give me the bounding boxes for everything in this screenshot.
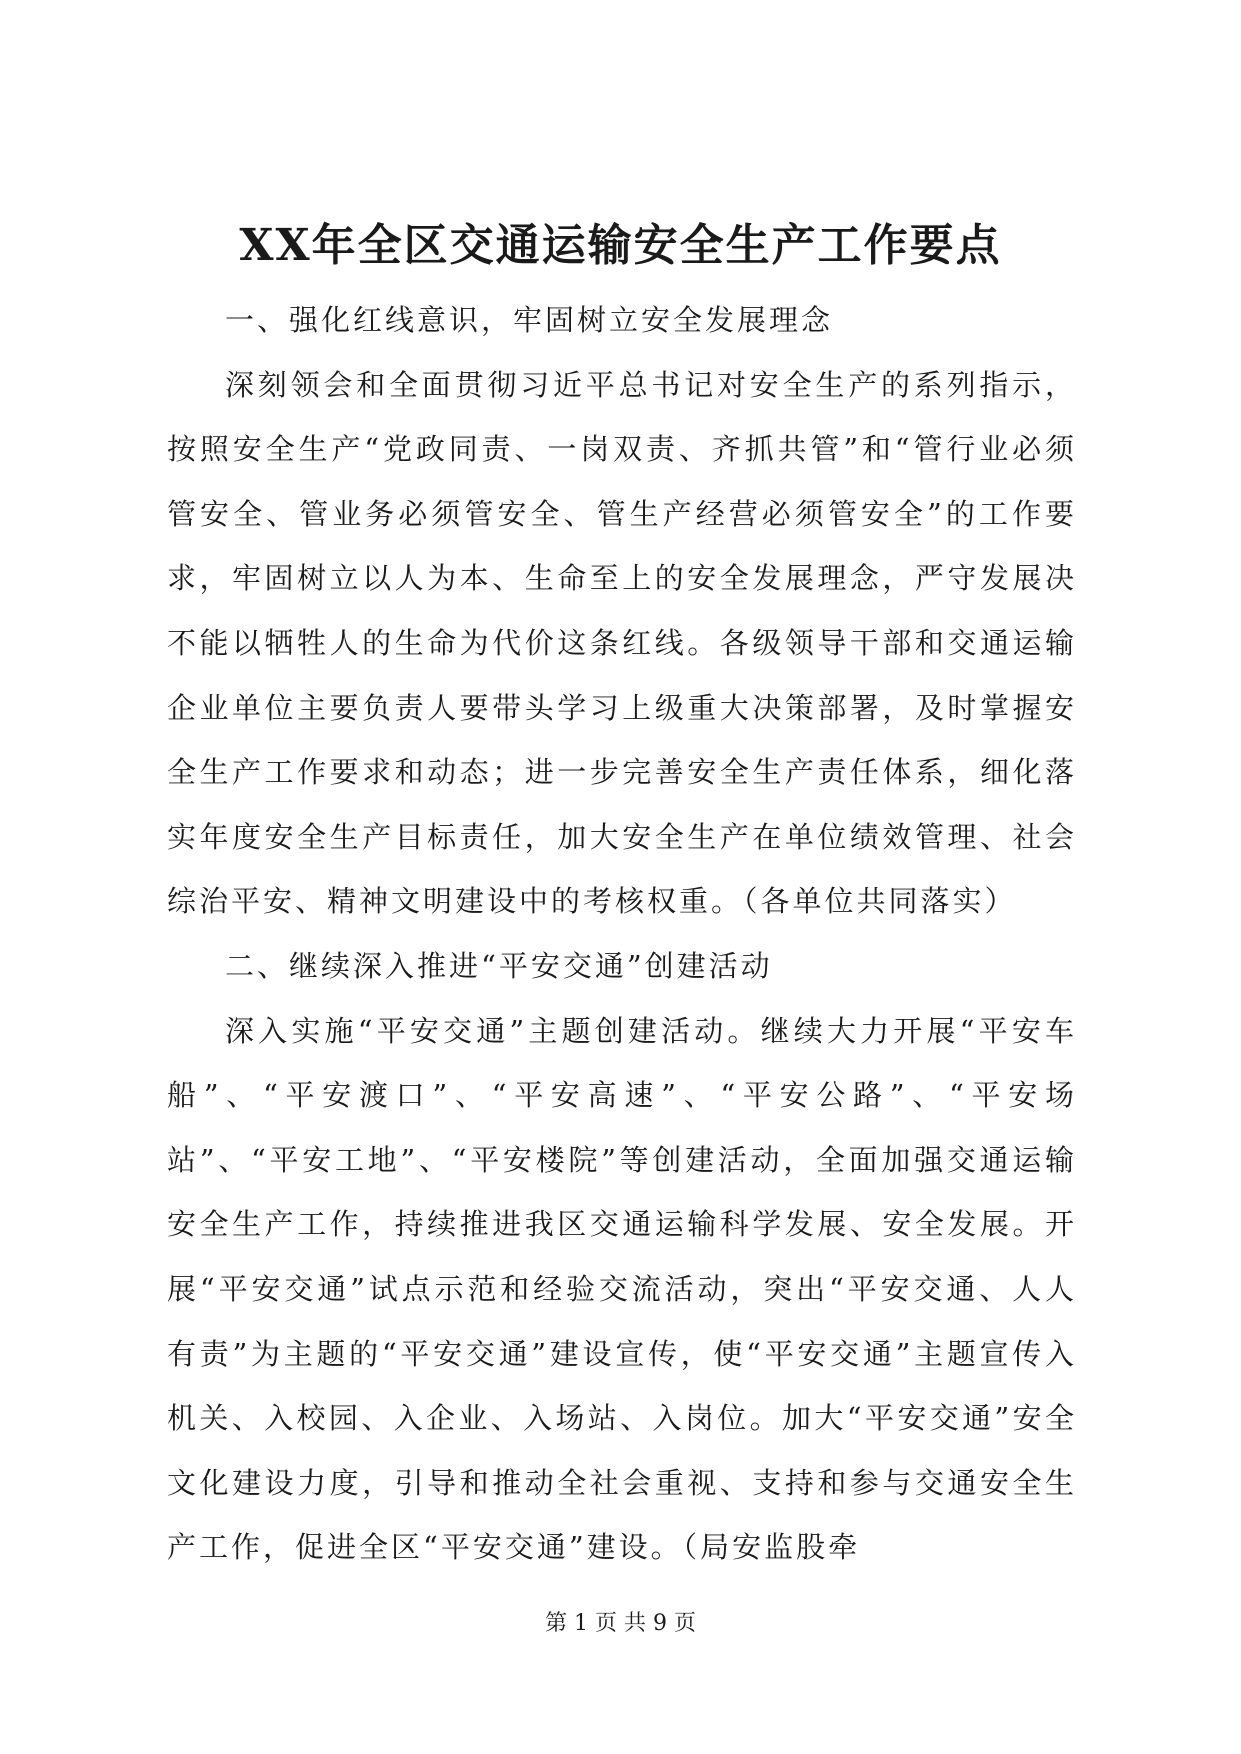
document-title: XX年全区交通运输安全生产工作要点 <box>239 220 1002 271</box>
document-body <box>167 288 1077 1580</box>
body-paragraph-2: 深入实施“平安交通”主题创建活动。继续大力开展“平安车船”、“平安渡口”、“平安高速”、“平安公路”、“平安场站”、“平安工地”、“平安楼院”等创建活动，全面加强交通运输安全生产工作，持续推进我区交通运输科学发展、安全发展。开展“平安交通”试点示范和经验交流活动，突出“平安交通、人人有责”为主题的“平安交通”建设宣传，使“平安交通”主题宣传入机关、入校园、入企业、入场站、入岗位。加大“平安交通”安全文化建设力度，引导和推动全社会重视、支持和参与交通安全生产工作，促进全区“平安交通”建设。（局安监股牵 <box>167 1013 1077 1565</box>
section-heading-2: 二、继续深入推进“平安交通”创建活动 <box>225 948 773 983</box>
page-footer: 第 1 页 共 9 页 <box>545 1611 696 1636</box>
body-paragraph-1: 深刻领会和全面贯彻习近平总书记对安全生产的系列指示，按照安全生产“党政同责、一岗双责、齐抓共管”和“管行业必须管安全、管业务必须管安全、管生产经营必须管安全”的工作要求，牢固树立以人为本、生命至上的安全发展理念，严守发展决不能以牺牲人的生命为代价这条红线。各级领导干部和交通运输企业单位主要负责人要带头学习上级重大决策部署，及时掌握安全生产工作要求和动态；进一步完善安全生产责任体系，细化落实年度安全生产目标责任，加大安全生产在单位绩效管理、社会综治平安、精神文明建设中的考核权重。（各单位共同落实） <box>167 367 1077 919</box>
section-heading-1: 一、强化红线意识，牢固树立安全发展理念 <box>225 303 834 337</box>
